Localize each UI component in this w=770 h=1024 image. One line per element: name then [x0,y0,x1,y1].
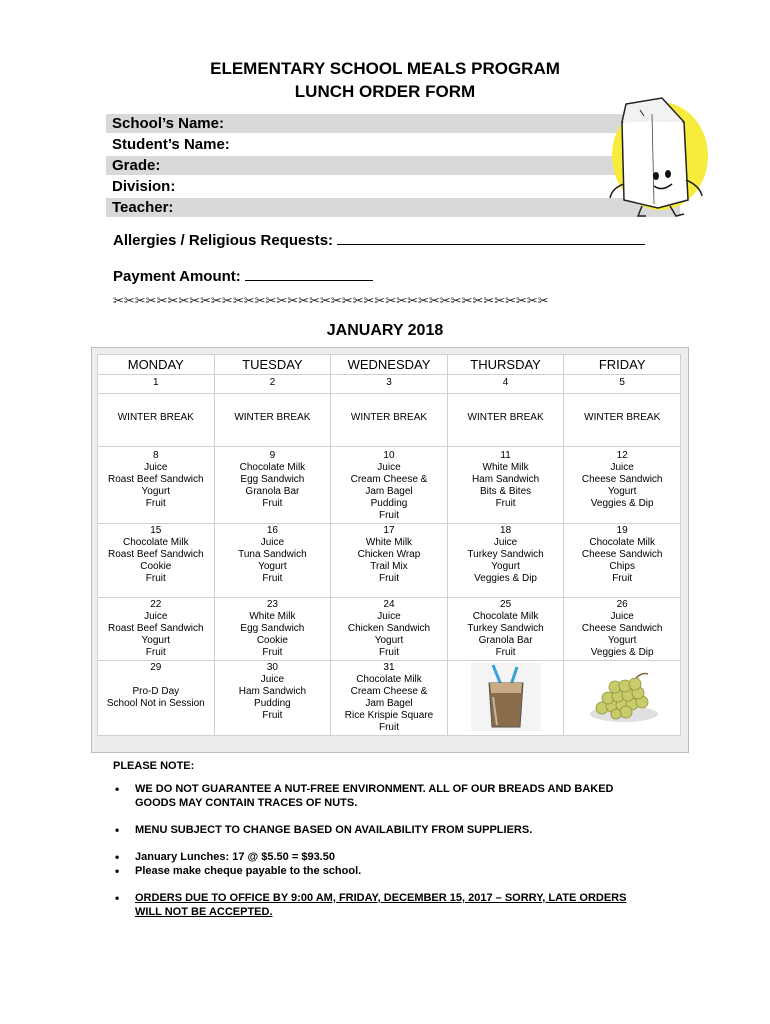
payment-field[interactable] [113,266,373,285]
day-cell [448,524,564,597]
day-number: 16 [266,525,278,536]
cut-line: ✂✂✂✂✂✂✂✂✂✂✂✂✂✂✂✂✂✂✂✂✂✂✂✂✂✂✂✂✂✂✂✂✂✂✂✂✂✂✂✂ [113,294,549,309]
menu-item: Chocolate Milk [239,462,306,473]
teacher-field[interactable]: Teacher: [106,198,680,217]
lunch-cost-note: • January Lunches: 17 @ $5.50 = $93.50 [113,850,653,864]
nut-warning: • WE DO NOT GUARANTEE A NUT-FREE ENVIRONMENT. ALL OF OUR BREADS AND BAKED GOODS MAY CONTAIN TRACES OF NUTS. [113,782,653,810]
spacer [98,674,214,686]
menu-item: Chocolate Milk [123,537,189,548]
menu-item: Trail Mix [370,561,408,572]
day-number: 31 [383,662,395,673]
day-number: 1 [98,375,214,393]
day-cell [98,394,214,446]
day-number: 9 [269,450,276,461]
menu-item: Cheese Sandwich [581,623,663,634]
menu-item: Chicken Sandwich [347,623,431,634]
menu-item: Fruit [378,510,399,521]
menu-item: Veggies & Dip [590,498,654,509]
menu-item: Juice [610,462,634,473]
menu-item: Egg Sandwich [240,474,305,485]
menu-item: Granola Bar [478,635,533,646]
day-number: 11 [500,450,511,461]
menu-item: Cream Cheese & [350,686,428,697]
menu-item: Rice Krispie Square [344,710,434,721]
winter-break-note: WINTER BREAK [117,412,194,423]
menu-calendar [91,347,689,753]
menu-item: Yogurt [607,635,637,646]
day-number: 3 [331,375,447,393]
menu-item: Pro-D Day [132,686,180,697]
menu-item: Chips [609,561,635,572]
deadline-note: • ORDERS DUE TO OFFICE BY 9:00 AM, FRIDAY, DECEMBER 15, 2017 – SORRY, LATE ORDERS WILL NOT BE ACCEPTED. [113,891,653,919]
menu-item: Fruit [145,573,166,584]
menu-item: Chocolate Milk [356,674,422,685]
week4-row [98,598,680,660]
menu-item: Fruit [262,573,283,584]
menu-item: Roast Beef Sandwich [107,549,204,560]
menu-item: Yogurt [141,486,171,497]
week2-row [98,447,680,523]
menu-change-note: • MENU SUBJECT TO CHANGE BASED ON AVAILABILITY FROM SUPPLIERS. [113,823,653,837]
menu-item: Cookie [140,561,172,572]
day-number: 24 [383,599,395,610]
winter-break-note: WINTER BREAK [467,412,544,423]
day-number: 18 [500,525,512,536]
winter-break-note: WINTER BREAK [350,412,428,423]
day-cell [564,524,680,597]
menu-item: Turkey Sandwich [467,549,544,560]
menu-item: Fruit [262,710,283,721]
day-number: 25 [500,599,512,610]
day-cell [448,447,564,523]
day-number: 5 [564,375,680,393]
menu-item: Bits & Bites [480,486,532,497]
day-cell [564,598,680,660]
day-number: 17 [383,525,395,536]
menu-item: Yogurt [258,561,287,572]
day-number: 2 [215,375,331,393]
form-title-line1: ELEMENTARY SCHOOL MEALS PROGRAM [210,59,560,78]
day-cell [331,394,447,446]
lunch-bag-mascot-icon [592,92,710,218]
grapes-image-icon [582,668,662,728]
menu-item: Chicken Wrap [357,549,421,560]
day-number: 4 [448,375,564,393]
menu-item: Fruit [495,647,516,658]
milkshake-image-icon [471,663,541,731]
weekday-header: WEDNESDAY [331,355,447,374]
notes-section [113,759,653,919]
weekday-header: MONDAY [98,355,214,374]
day-number: 15 [150,525,162,536]
menu-item: White Milk [249,611,296,622]
day-cell [98,661,214,735]
allergies-label: Allergies / Religious Requests: [113,232,334,249]
menu-item: Yogurt [607,486,637,497]
weekday-header-row [98,355,680,374]
cheque-note: • Please make cheque payable to the school. [113,864,653,878]
menu-item: Juice [377,462,401,473]
menu-item: Ham Sandwich [471,474,540,485]
menu-item: Ham Sandwich [238,686,307,697]
menu-item: Yogurt [374,635,404,646]
calendar-month-title: JANUARY 2018 [326,322,444,339]
menu-calendar-table [97,354,681,736]
menu-item: Jam Bagel [365,486,413,497]
day-number: 26 [616,599,628,610]
menu-item: Juice [610,611,634,622]
menu-item: Chocolate Milk [472,611,539,622]
day-number: 30 [266,662,278,673]
menu-item: Fruit [495,498,516,509]
day-cell [331,661,447,735]
day-cell [564,394,680,446]
school-name-field[interactable]: School’s Name: [106,114,680,133]
day-cell [448,394,564,446]
day-cell [98,447,214,523]
menu-item: Yogurt [491,561,520,572]
allergies-field[interactable] [113,230,645,249]
day-cell [98,598,214,660]
day-cell [215,394,331,446]
day-cell [564,661,680,735]
menu-item: Yogurt [141,635,171,646]
menu-item: White Milk [365,537,413,548]
menu-item: Turkey Sandwich [467,623,544,634]
menu-item: Fruit [145,647,166,658]
menu-item: Cookie [256,635,288,646]
allergies-blank[interactable] [337,230,645,245]
menu-item: Juice [377,611,401,622]
menu-item: Granola Bar [245,486,300,497]
payment-label: Payment Amount: [113,268,241,285]
menu-item: Veggies & Dip [474,573,537,584]
menu-item: Roast Beef Sandwich [107,474,204,485]
week1-number-row [98,375,680,393]
day-number: 19 [616,525,628,536]
day-cell [448,598,564,660]
day-number: 29 [150,662,162,673]
menu-item: School Not in Session [106,698,205,709]
menu-item: Cheese Sandwich [581,549,663,560]
day-number: 12 [616,450,628,461]
week5-row [98,661,680,735]
menu-item: Fruit [262,498,283,509]
student-name-field[interactable]: Student’s Name: [106,135,680,154]
payment-blank[interactable] [245,266,373,281]
menu-item: Egg Sandwich [240,623,305,634]
weekday-header: TUESDAY [215,355,331,374]
day-cell [215,598,331,660]
menu-item: Pudding [254,698,291,709]
day-cell [215,447,331,523]
menu-item: White Milk [482,462,529,473]
winter-break-note: WINTER BREAK [584,412,661,423]
menu-item: Fruit [378,722,399,733]
day-number: 23 [266,599,278,610]
menu-item: Juice [493,537,518,548]
menu-item: Juice [260,537,285,548]
day-cell [331,598,447,660]
day-number: 8 [153,450,159,461]
weekday-header: THURSDAY [448,355,564,374]
grade-field[interactable]: Grade: [106,156,680,175]
day-cell [215,661,331,735]
winter-break-note: WINTER BREAK [234,412,311,423]
weekday-header: FRIDAY [564,355,680,374]
menu-item: Chocolate Milk [589,537,655,548]
menu-item: Juice [144,611,168,622]
week3-row [98,524,680,597]
menu-item: Pudding [370,498,408,509]
menu-item: Fruit [378,573,399,584]
menu-item: Jam Bagel [365,698,413,709]
menu-item: Roast Beef Sandwich [107,623,204,634]
menu-item: Fruit [612,573,633,584]
day-cell [331,447,447,523]
menu-item: Tuna Sandwich [238,549,307,560]
menu-item: Veggies & Dip [590,647,654,658]
menu-item: Fruit [262,647,283,658]
day-cell [448,661,564,735]
day-number: 10 [383,450,395,461]
notes-title: PLEASE NOTE: [113,760,195,772]
day-cell [98,524,214,597]
division-field[interactable]: Division: [106,177,680,196]
week1-note-row [98,394,680,446]
day-number: 22 [150,599,162,610]
menu-item: Fruit [378,647,399,658]
menu-item: Fruit [145,498,166,509]
menu-item: Cream Cheese & [350,474,428,485]
menu-item: Juice [144,462,168,473]
form-title-line2: LUNCH ORDER FORM [294,82,476,101]
day-cell [564,447,680,523]
menu-item: Cheese Sandwich [581,474,663,485]
day-cell [331,524,447,597]
menu-item: Juice [260,674,285,685]
day-cell [215,524,331,597]
